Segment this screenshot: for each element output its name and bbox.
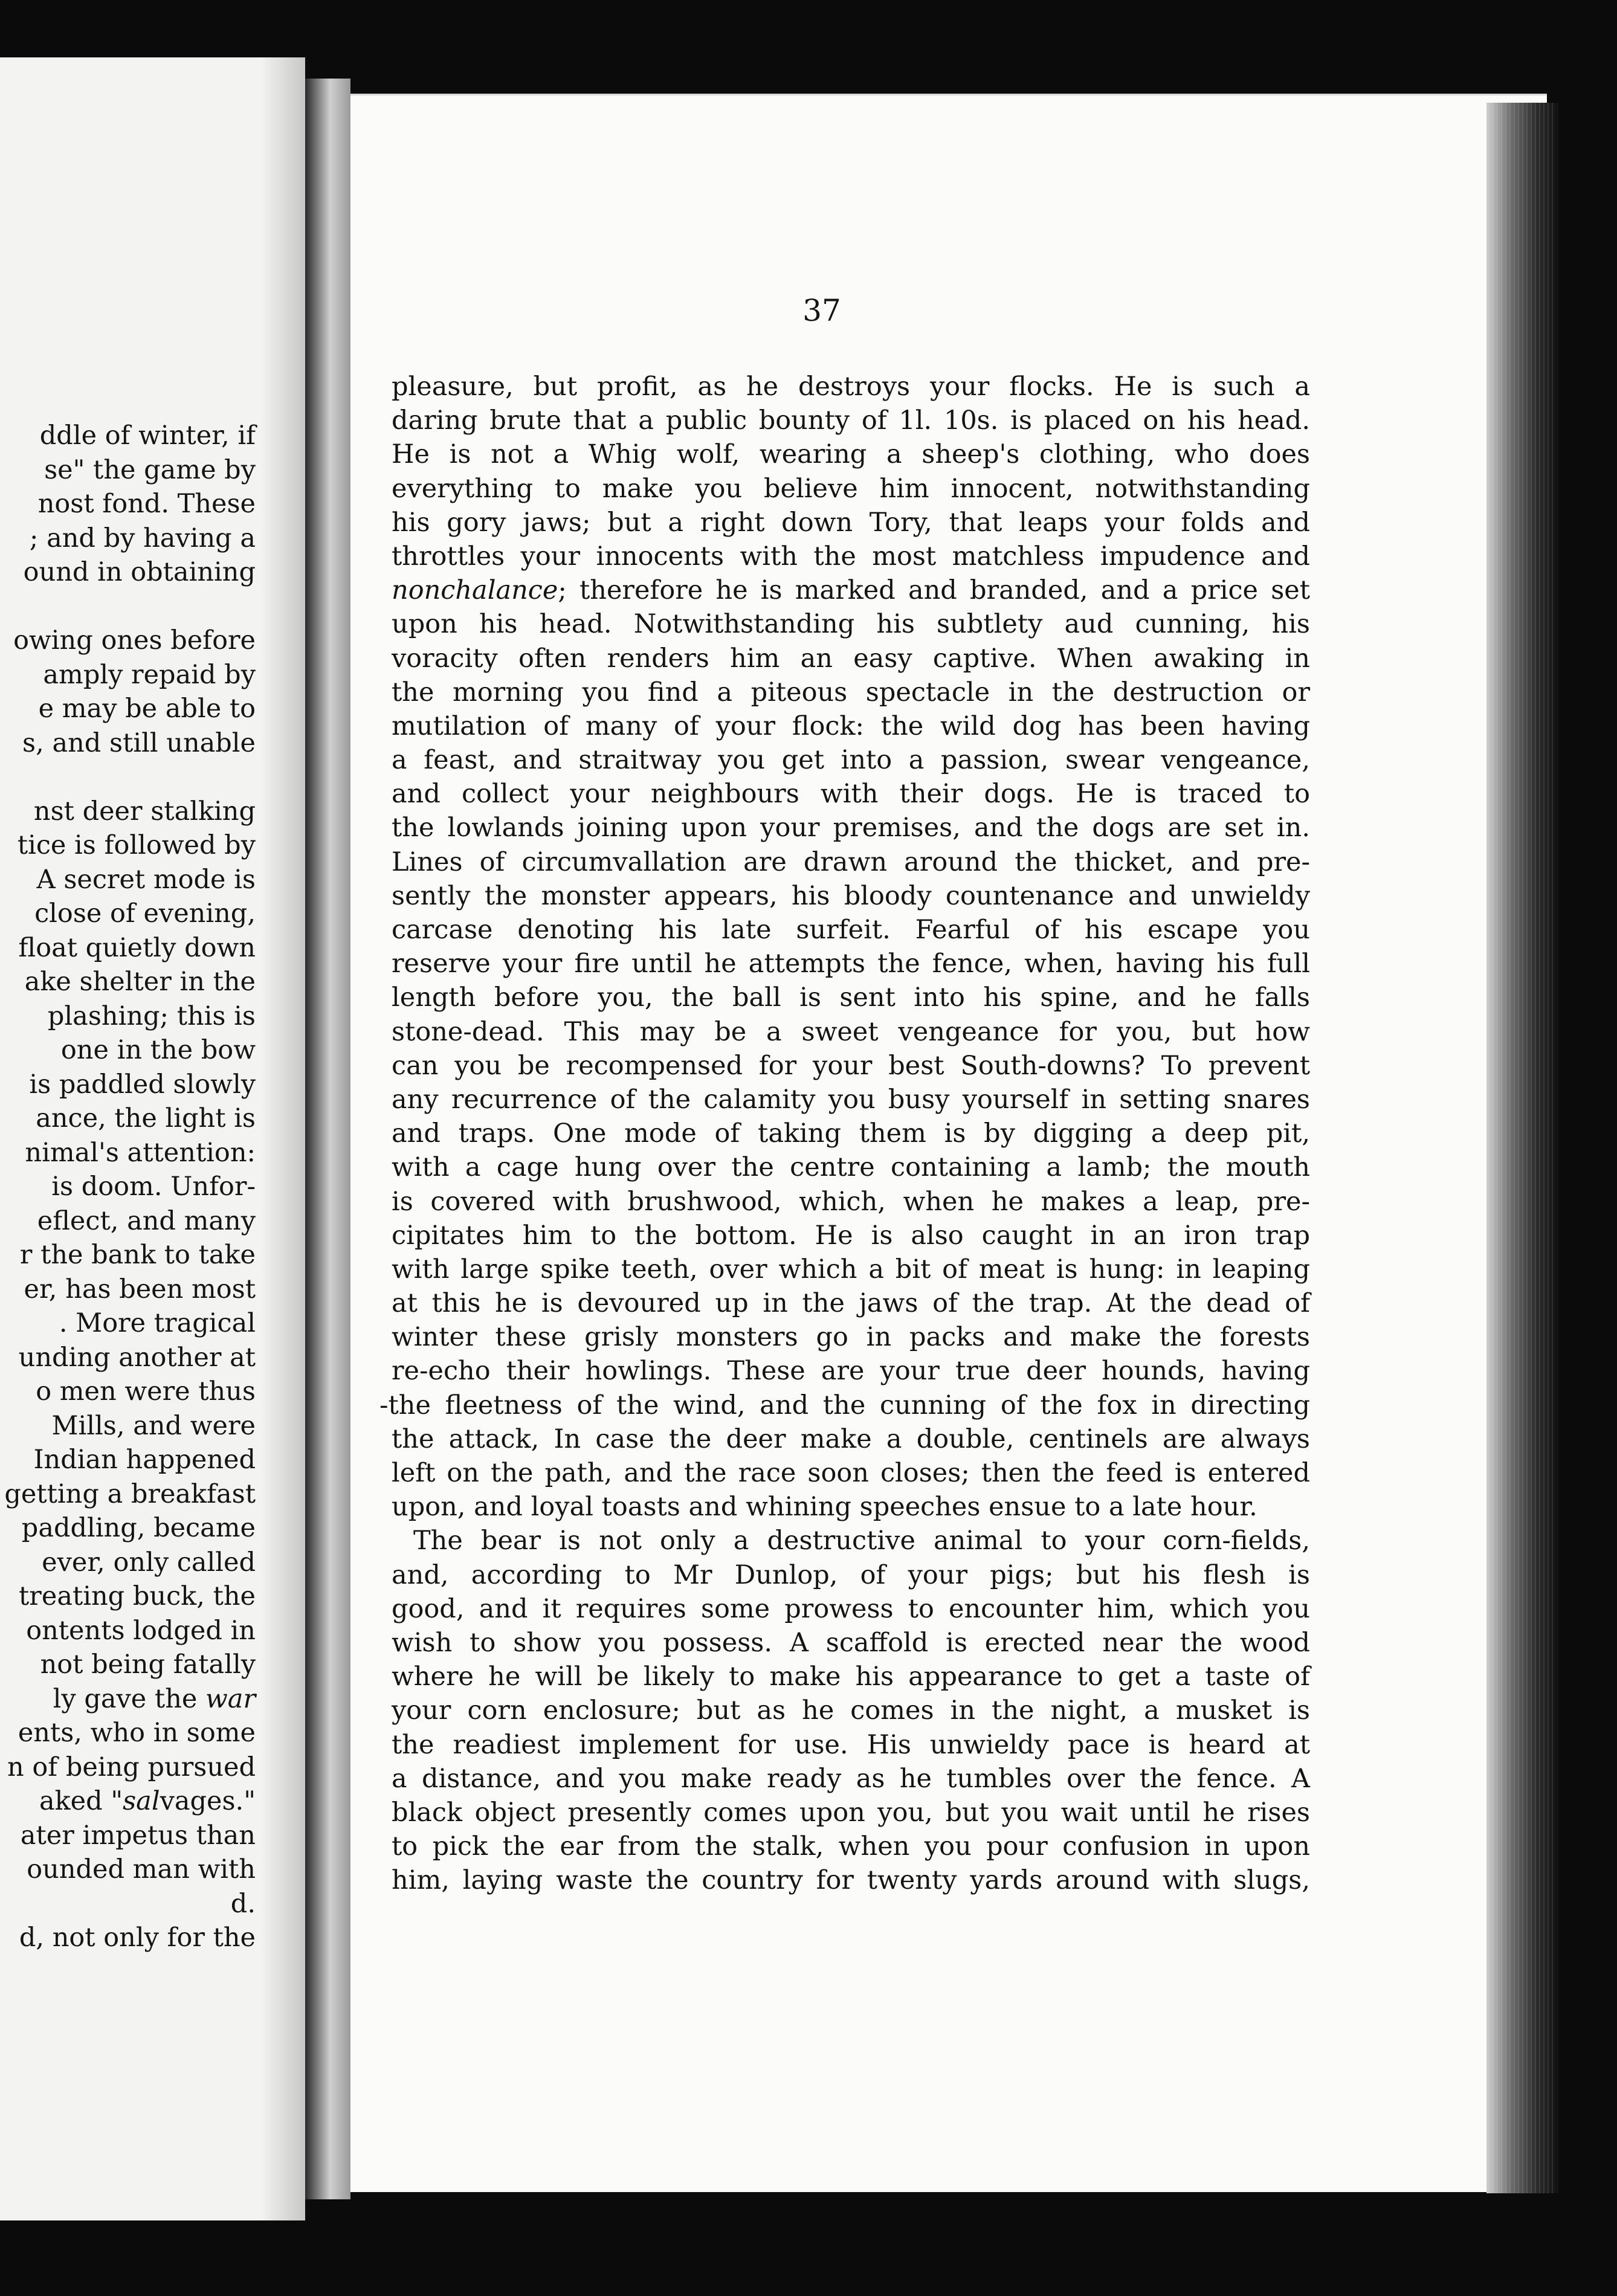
left-line: ounded man with bbox=[27, 1854, 256, 1885]
text-line: to pick the ear from the stalk, when you pour confusion in upon bbox=[392, 1831, 1310, 1862]
text-line: the lowlands joining upon your premises, and the dogs are set in. bbox=[392, 813, 1310, 843]
text-line: throttles your innocents with the most matchless impudence and bbox=[392, 541, 1310, 572]
left-page bbox=[0, 57, 305, 2220]
text-line: your corn enclosure; but as he comes in the night, a musket is bbox=[392, 1695, 1310, 1726]
left-line: unding another at bbox=[18, 1342, 256, 1373]
left-line: ever, only called bbox=[42, 1547, 256, 1578]
text-line: stone-dead. This may be a sweet vengeance for you, but how bbox=[392, 1016, 1310, 1047]
text-line: his gory jaws; but a right down Tory, that leaps your folds and bbox=[392, 507, 1310, 538]
text-line: nonchalance; therefore he is marked and branded, and a price set bbox=[392, 575, 1310, 606]
text-line: The bear is not only a destructive animal to your corn-fields, bbox=[413, 1526, 1310, 1556]
left-line: getting a breakfast bbox=[4, 1479, 256, 1509]
text-line: where he will be likely to make his appearance to get a taste of bbox=[392, 1662, 1310, 1692]
italic-word: war bbox=[205, 1683, 256, 1714]
left-line bbox=[0, 760, 256, 795]
left-line: is paddled slowly bbox=[29, 1069, 256, 1100]
left-line: A secret mode is bbox=[36, 864, 256, 895]
left-line: se" the game by bbox=[44, 454, 256, 485]
left-line: one in the bow bbox=[60, 1035, 256, 1065]
left-line: amply repaid by bbox=[43, 659, 256, 690]
text-line: wish to show you possess. A scaffold is erected near the wood bbox=[392, 1627, 1310, 1658]
left-line: treating buck, the bbox=[19, 1581, 256, 1611]
page-edge-texture bbox=[1493, 103, 1553, 2193]
text-line: can you be recompensed for your best South-downs? To prevent bbox=[392, 1050, 1310, 1081]
text-line: upon his head. Notwithstanding his subtlety aud cunning, his bbox=[392, 609, 1310, 640]
left-line: eflect, and many bbox=[37, 1205, 256, 1236]
text-line: at this he is devoured up in the jaws of the trap. At the dead of bbox=[392, 1288, 1310, 1319]
book-gutter bbox=[305, 79, 350, 2199]
left-line: is doom. Unfor- bbox=[51, 1172, 256, 1202]
text-line: carcase denoting his late surfeit. Fearful of his escape you bbox=[392, 915, 1310, 945]
left-page-text bbox=[0, 419, 256, 1955]
text-line: everything to make you believe him innocent, notwithstanding bbox=[392, 473, 1310, 504]
left-line: not being fatally bbox=[40, 1649, 256, 1680]
left-line: tice is followed by bbox=[17, 830, 256, 860]
left-line: paddling, became bbox=[21, 1513, 256, 1543]
left-line: er, has been most bbox=[24, 1274, 256, 1304]
left-line: ontents lodged in bbox=[26, 1615, 256, 1646]
text-line: He is not a Whig wolf, wearing a sheep's clothing, who does bbox=[392, 439, 1310, 470]
left-line: Mills, and were bbox=[51, 1410, 256, 1441]
left-line: nimal's attention: bbox=[25, 1137, 256, 1168]
left-line: nst deer stalking bbox=[33, 796, 256, 827]
left-line: ly gave the war bbox=[53, 1683, 256, 1714]
text-line: good, and it requires some prowess to encounter him, which you bbox=[392, 1593, 1310, 1624]
left-line: ater impetus than bbox=[20, 1820, 256, 1851]
text-line: mutilation of many of your flock: the wild dog has been having bbox=[392, 711, 1310, 741]
text-line: the morning you find a piteous spectacle in the destruction or bbox=[392, 677, 1310, 708]
text-line: left on the path, and the race soon closes; then the feed is entered bbox=[392, 1458, 1310, 1488]
text-line: sently the monster appears, his bloody countenance and unwieldy bbox=[392, 880, 1310, 911]
left-line: d. bbox=[230, 1888, 256, 1919]
left-line: ake shelter in the bbox=[24, 967, 256, 997]
text-line: with large spike teeth, over which a bit of meat is hung: in leaping bbox=[392, 1254, 1310, 1285]
left-line: d, not only for the bbox=[19, 1923, 256, 1953]
text-line: black object presently comes upon you, but you wait until he rises bbox=[392, 1797, 1310, 1828]
text-line: cipitates him to the bottom. He is also caught in an iron trap bbox=[392, 1220, 1310, 1251]
page-number: 37 bbox=[802, 293, 841, 328]
left-line: e may be able to bbox=[38, 694, 256, 724]
text-line: upon, and loyal toasts and whining speeches ensue to a late hour. bbox=[392, 1492, 1257, 1523]
italic-word: nonchalance bbox=[392, 575, 558, 606]
text-line: pleasure, but profit, as he destroys your flocks. He is such a bbox=[392, 372, 1310, 402]
text-line: re-echo their howlings. These are your true deer hounds, having bbox=[392, 1356, 1310, 1387]
left-line: . More tragical bbox=[59, 1308, 256, 1338]
left-line: nost fond. These bbox=[37, 489, 256, 519]
left-line: ance, the light is bbox=[36, 1103, 256, 1133]
text-line: any recurrence of the calamity you busy yourself in setting snares bbox=[392, 1084, 1310, 1115]
text-line: voracity often renders him an easy captive. When awaking in bbox=[392, 643, 1310, 674]
left-line: close of evening, bbox=[34, 898, 256, 929]
left-line: s, and still unable bbox=[22, 727, 256, 758]
text-line: the attack, In case the deer make a double, centinels are always bbox=[392, 1424, 1310, 1454]
text-line: the readiest implement for use. His unwieldy pace is heard at bbox=[392, 1729, 1310, 1760]
italic-word: sal bbox=[123, 1786, 160, 1816]
page-body-text bbox=[379, 370, 1310, 1897]
left-line bbox=[0, 590, 256, 624]
text-line: length before you, the ball is sent into his spine, and he falls bbox=[392, 982, 1310, 1013]
left-line: n of being pursued bbox=[7, 1752, 256, 1782]
left-line: aked "salvages." bbox=[39, 1786, 256, 1816]
text-line: is covered with brushwood, which, when he makes a leap, pre- bbox=[392, 1186, 1310, 1217]
text-line: a distance, and you make ready as he tumbles over the fence. A bbox=[392, 1763, 1310, 1794]
left-line: ddle of winter, if bbox=[39, 421, 256, 451]
text-line: -the fleetness of the wind, and the cunning of the fox in directing bbox=[379, 1390, 1310, 1420]
text-line: with a cage hung over the centre containing a lamb; the mouth bbox=[392, 1152, 1310, 1183]
text-line: reserve your fire until he attempts the fence, when, having his full bbox=[392, 949, 1310, 979]
text-line: and collect your neighbours with their dogs. He is traced to bbox=[392, 779, 1310, 810]
left-line: o men were thus bbox=[36, 1376, 256, 1407]
text-line: Lines of circumvallation are drawn around the thicket, and pre- bbox=[392, 846, 1310, 877]
text-line: him, laying waste the country for twenty yards around with slugs, bbox=[392, 1865, 1310, 1896]
text-line: a feast, and straitway you get into a passion, swear vengeance, bbox=[392, 745, 1310, 776]
text-line: daring brute that a public bounty of 1l. 10s. is placed on his head. bbox=[392, 405, 1310, 436]
page-block-edge bbox=[1486, 103, 1559, 2193]
left-page-gutter-shadow bbox=[260, 57, 305, 2220]
text-line: and, according to Mr Dunlop, of your pigs; but his flesh is bbox=[392, 1559, 1310, 1590]
left-line: Indian happened bbox=[33, 1445, 256, 1475]
left-line: ; and by having a bbox=[29, 523, 256, 553]
left-line: ents, who in some bbox=[18, 1718, 256, 1748]
left-line: plashing; this is bbox=[47, 1001, 256, 1031]
text-line: and traps. One mode of taking them is by digging a deep pit, bbox=[392, 1118, 1310, 1149]
left-line: owing ones before bbox=[13, 625, 256, 656]
text-line: winter these grisly monsters go in packs and make the forests bbox=[392, 1322, 1310, 1353]
left-line: r the bank to take bbox=[19, 1240, 256, 1270]
left-line: float quietly down bbox=[18, 932, 256, 963]
left-line: ound in obtaining bbox=[23, 557, 256, 587]
